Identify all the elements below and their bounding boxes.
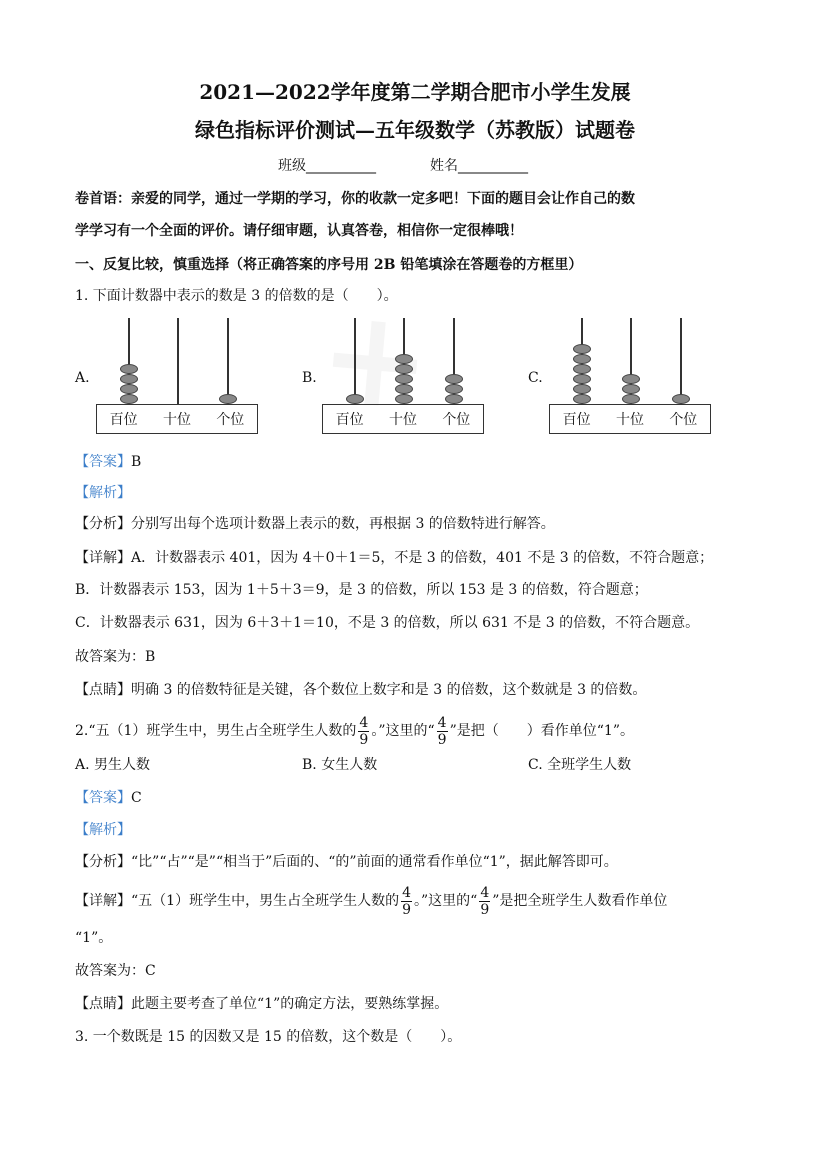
q2-xiangjie [75, 883, 667, 919]
abacus-c [549, 318, 719, 440]
abacus-bead [573, 384, 591, 394]
fraction-numerator: 4 [359, 714, 369, 731]
q2-option-a: A. 男生人数 [75, 757, 151, 773]
abacus-rod [354, 318, 356, 404]
abacus-bead [219, 394, 237, 404]
q1-answer [75, 452, 141, 472]
name-field: 姓名__________ [430, 158, 528, 174]
abacus-bead [395, 384, 413, 394]
abacus-bead [622, 394, 640, 404]
fraction-numerator: 4 [437, 714, 447, 731]
q1-xiangjie-b: B．计数器表示 153，因为 1＋5＋3＝9，是 3 的倍数，所以 153 是 3 的倍数，符合题意； [75, 582, 648, 598]
abacus-base [549, 404, 711, 434]
abacus-a [96, 318, 266, 440]
abacus-base [96, 404, 258, 434]
place-label: 十位 [388, 412, 417, 428]
q2-final: 故答案为：C [75, 963, 156, 979]
fraction-numerator: 4 [402, 884, 411, 901]
q2-fenxi: 【分析】“比”“占”“是”“相当于”后面的、“的”前面的通常看作单位“1”，据此解答即可。 [75, 854, 618, 870]
abacus-bead [395, 374, 413, 384]
abacus-bead [120, 374, 138, 384]
abacus-bead [346, 394, 364, 404]
q2-stem-text: 。”这里的“ [371, 723, 435, 739]
abacus-bead [445, 384, 463, 394]
q1-final: 故答案为：B [75, 649, 156, 665]
fraction [479, 885, 490, 918]
abacus-bead [573, 374, 591, 384]
fraction-denominator: 9 [359, 731, 369, 748]
abacus-base [322, 404, 484, 434]
abacus-bead [573, 344, 591, 354]
intro-line-2: 学学习有一个全面的评价。请仔细审题，认真答卷，相信你一定很棒哦！ [75, 223, 523, 239]
place-label: 百位 [562, 412, 591, 428]
abacus-bead [395, 394, 413, 404]
fraction [401, 885, 412, 918]
q2-stem-text: ”是把（ ）看作单位“1”。 [449, 723, 634, 739]
q1-analysis-tag: 【解析】 [75, 485, 131, 501]
abacus-rod [177, 318, 179, 404]
q2-xiangjie-cont: “1”。 [75, 930, 113, 946]
place-label: 百位 [335, 412, 364, 428]
place-label: 个位 [669, 412, 698, 428]
fraction-numerator: 4 [480, 884, 490, 901]
abacus-bead [120, 384, 138, 394]
q2-answer [75, 788, 142, 808]
abacus-bead [445, 394, 463, 404]
q1-option-a-label: A. [75, 370, 90, 386]
q3-stem: 3. 一个数既是 15 的因数又是 15 的倍数，这个数是（ ）。 [75, 1029, 462, 1045]
abacus-b [322, 318, 492, 440]
abacus-bead [395, 354, 413, 364]
q2-analysis-tag: 【解析】 [75, 822, 131, 838]
q1-stem: 1. 下面计数器中表示的数是 3 的倍数的是（ ）。 [75, 288, 398, 304]
abacus-bead [622, 384, 640, 394]
place-label: 个位 [216, 412, 245, 428]
place-label: 十位 [615, 412, 644, 428]
intro-line-1: 卷首语：亲爱的同学，通过一学期的学习，你的收款一定多吧！下面的题目会让作自己的数 [75, 191, 635, 207]
place-label: 个位 [442, 412, 471, 428]
abacus-bead [120, 364, 138, 374]
abacus-rod [227, 318, 229, 404]
abacus-bead [573, 394, 591, 404]
answer-value: B [131, 454, 142, 470]
q2-xiangjie-text: 。”这里的“ [414, 893, 478, 909]
q1-option-b-label: B. [302, 370, 317, 386]
class-field: 班级__________ [278, 158, 376, 174]
fraction [437, 715, 448, 748]
q1-fenxi: 【分析】分别写出每个选项计数器上表示的数，再根据 3 的倍数特进行解答。 [75, 516, 555, 532]
fraction-denominator: 9 [437, 731, 447, 748]
abacus-bead [573, 364, 591, 374]
title-line-1: 2021—2022学年度第二学期合肥市小学生发展 [199, 80, 631, 104]
q1-xiangjie-a: 【详解】A．计数器表示 401，因为 4＋0＋1＝5，不是 3 的倍数，401 不是 3 的倍数，不符合题意； [75, 550, 714, 566]
q2-stem-text: 2.“五（1）班学生中，男生占全班学生人数的 [75, 723, 357, 739]
q1-dianjing: 【点睛】明确 3 的倍数特征是关键，各个数位上数字和是 3 的倍数，这个数就是 3 的倍数。 [75, 682, 647, 698]
section-heading: 一、反复比较，慎重选择（将正确答案的序号用 2B 铅笔填涂在答题卷的方框里） [75, 257, 583, 273]
abacus-bead [445, 374, 463, 384]
q2-option-c: C. 全班学生人数 [528, 757, 632, 773]
abacus-rod [680, 318, 682, 404]
abacus-bead [395, 364, 413, 374]
fraction [358, 715, 369, 748]
q2-xiangjie-text: 【详解】“五（1）班学生中，男生占全班学生人数的 [75, 893, 400, 909]
fraction-denominator: 9 [402, 901, 411, 918]
title-line-2: 绿色指标评价测试—五年级数学（苏教版）试题卷 [195, 118, 635, 142]
answer-tag: 【答案】 [75, 454, 131, 470]
fraction-denominator: 9 [480, 901, 490, 918]
q2-stem [75, 713, 634, 749]
abacus-bead [120, 394, 138, 404]
abacus-bead [622, 374, 640, 384]
q2-option-b: B. 女生人数 [302, 757, 378, 773]
abacus-bead [672, 394, 690, 404]
answer-tag: 【答案】 [75, 790, 131, 806]
q2-xiangjie-text: ”是把全班学生人数看作单位 [492, 893, 668, 909]
answer-value: C [131, 790, 142, 806]
q1-option-c-label: C. [528, 370, 543, 386]
q1-xiangjie-c: C．计数器表示 631，因为 6＋3＋1＝10，不是 3 的倍数，所以 631 不是 3 的倍数，不符合题意。 [75, 615, 700, 631]
place-label: 百位 [109, 412, 138, 428]
place-label: 十位 [162, 412, 191, 428]
q2-dianjing: 【点睛】此题主要考查了单位“1”的确定方法，要熟练掌握。 [75, 996, 449, 1012]
abacus-bead [573, 354, 591, 364]
